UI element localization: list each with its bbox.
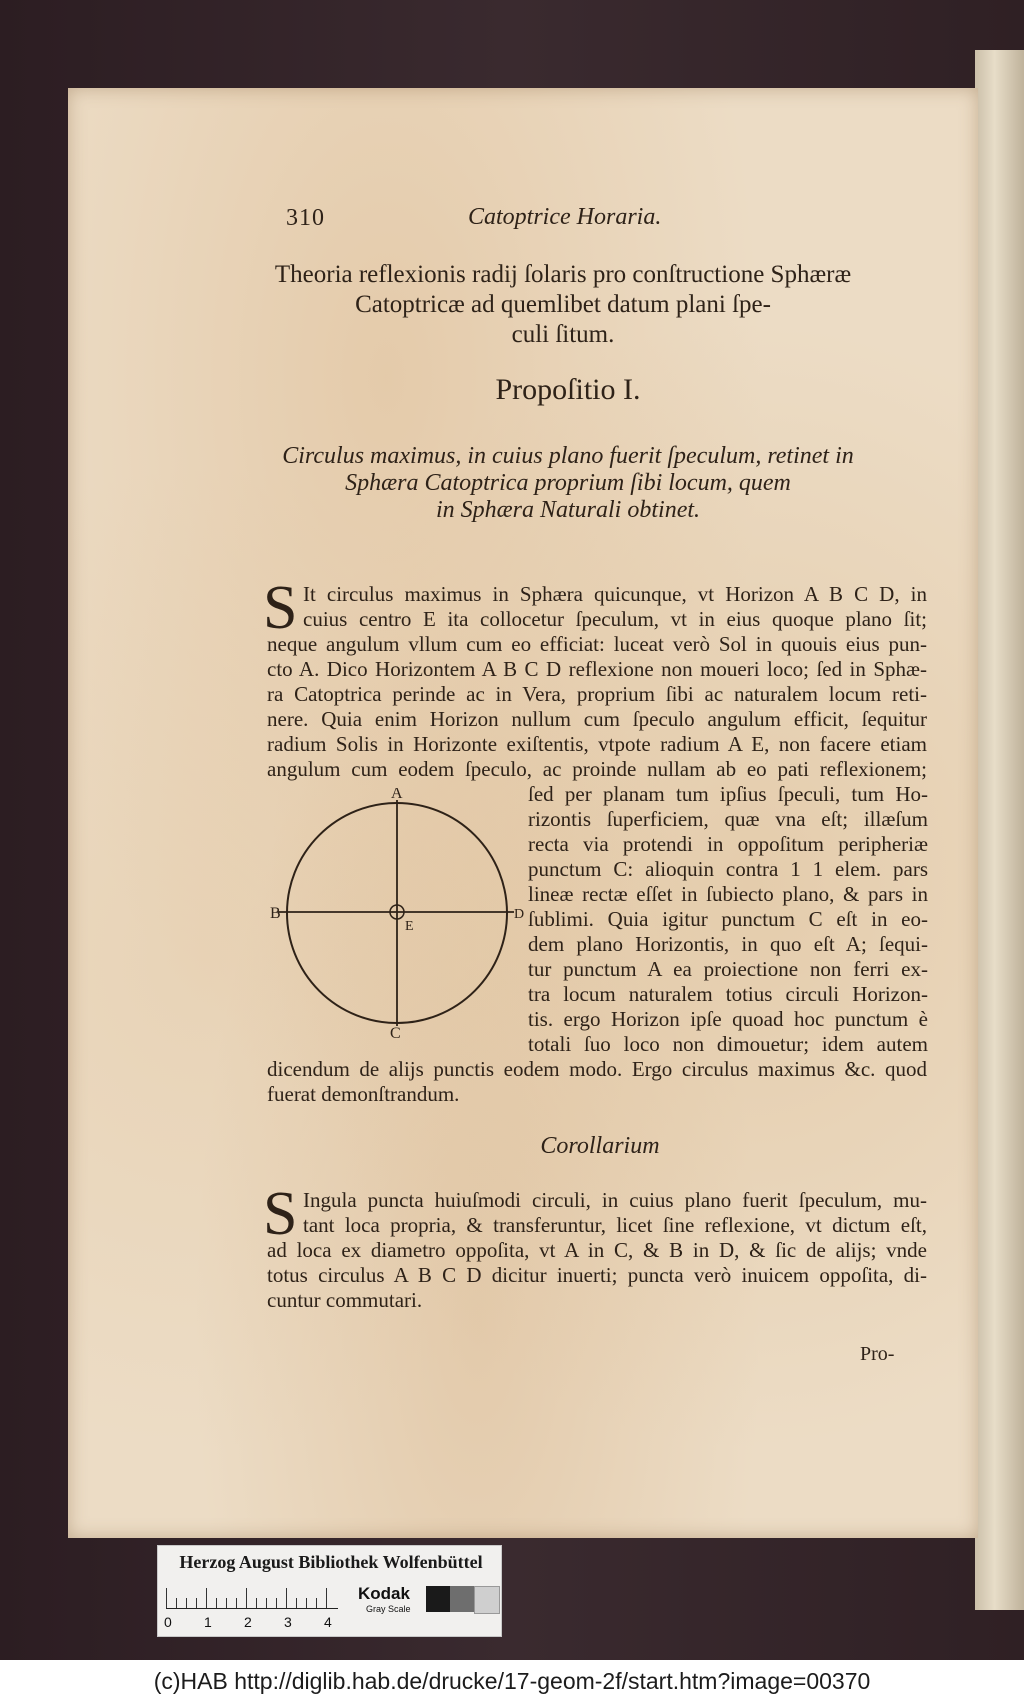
text-line: dicendum de alijs punctis eodem modo. Ergo circulus maximus &c. quod [267,1057,927,1081]
text-line: ſublimi. Quia igitur punctum C eſt in eo- [528,907,928,931]
ruler-number: 0 [164,1614,172,1630]
text-line: tis. ergo Horizon ipſe quoad hoc punctum è [528,1007,928,1031]
text-line: Ingula puncta huiuſmodi circuli, in cuius plano fuerit ſpeculum, mu- [303,1188,927,1212]
ruler-tick [326,1588,327,1608]
kodak-brand: Kodak [358,1584,410,1603]
copyright-footer: (c)HAB http://diglib.hab.de/drucke/17-geom-2f/start.htm?image=00370 [0,1660,1024,1702]
ruler-tick [266,1598,267,1608]
ruler-tick [296,1598,297,1608]
text-line: rizontis ſuperficiem, quæ vna eſt; illæſum [528,807,928,831]
section-title-line: culi ſitum. [511,321,615,348]
ruler-tick [236,1598,237,1608]
text-line: angulum cum eodem ſpeculo, ac proinde nullam ab eo pati reflexionem; [267,757,927,781]
text-line: fuerat demonſtrandum. [267,1082,460,1106]
ruler-tick [176,1598,177,1608]
gray-swatch [474,1586,500,1614]
scale-ruler [166,1586,338,1609]
ruler-number: 4 [324,1614,332,1630]
ruler-number: 1 [204,1614,212,1630]
text-line: recta via protendi in oppoſitum peripheriæ [528,832,928,856]
text-line: cuius centro E ita collocetur ſpeculum, vt in eius quoque plano ſit; [303,607,927,631]
ruler-tick [256,1598,257,1608]
text-line: ra Catoptrica perinde ac in Vera, proprium ſibi ac naturalem locum reti- [267,682,927,706]
enunciation-line: Sphæra Catoptrica proprium ſibi locum, quem [345,470,791,496]
text-line: It circulus maximus in Sphæra quicunque, vt Horizon A B C D, in [303,582,927,606]
ruler-tick [196,1598,197,1608]
horizon-circle-diagram [262,788,524,1038]
text-line: tant loca propria, & transferuntur, licet ſine reflexione, vt dictum eſt, [303,1213,927,1237]
label-e: E [405,919,414,934]
catchword: Pro- [860,1343,895,1365]
text-line: totus circulus A B C D dicitur inuerti; puncta verò inuicem oppoſita, di- [267,1263,927,1287]
ruler-tick [286,1588,287,1608]
text-line: cto A. Dico Horizontem A B C D reflexione non moueri loco; ſed in Sphæ- [267,657,927,681]
text-line: ſed per planam tum ipſius ſpeculi, tum Ho- [528,782,928,806]
text-line: nere. Quia enim Horizon nullum cum ſpeculo angulum efficit, ſequitur [267,707,927,731]
section-title-line: Catoptricæ ad quemlibet datum plani ſpe- [355,291,771,318]
ruler-tick [206,1588,207,1608]
enunciation-line: in Sphæra Naturali obtinet. [435,497,701,523]
next-page-edge [975,50,1024,1610]
text-line: cuntur commutari. [267,1288,423,1312]
gray-scale-label: Gray Scale [366,1604,411,1614]
library-name: Herzog August Bibliothek Wolfenbüttel [179,1552,483,1572]
label-b: B [270,905,281,922]
ruler-tick [166,1588,167,1608]
ruler-tick [216,1598,217,1608]
text-line: neque angulum vllum cum eo efficiat: luceat verò Sol in quouis eius pun- [267,632,927,656]
label-c: C [390,1025,401,1038]
page-number: 310 [286,205,325,231]
text-line: tra locum naturalem totius circuli Horizon- [528,982,928,1006]
enunciation-line: Circulus maximus, in cuius plano fuerit ſpeculum, retinet in [282,443,854,469]
ruler-tick [186,1598,187,1608]
ruler-tick [316,1598,317,1608]
section-title [243,260,883,350]
drop-cap: S [263,1180,298,1248]
gray-swatch [426,1586,450,1612]
text-line: punctum C: alioquin contra 1 1 elem. pars [528,857,928,881]
section-title-line: Theoria reflexionis radij ſolaris pro conſtructione Sphæræ [274,261,852,288]
ruler-tick [276,1598,277,1608]
corollary-title: Corollarium [540,1133,660,1159]
gray-swatch [450,1586,474,1612]
drop-cap: S [263,574,298,642]
label-a: A [391,788,403,802]
proposition-title: Propoſitio I. [495,373,641,406]
library-color-label [157,1545,502,1637]
text-line: totali ſuo loco non dimouetur; idem autem [528,1032,928,1056]
label-d: D [514,907,524,922]
text-line: lineæ rectæ eſſet in ſubiecto plano, & pars in [528,882,928,906]
text-line: radium Solis in Horizonte exiſtentis, vtpote radium A E, non facere etiam [267,732,927,756]
ruler-tick [246,1588,247,1608]
ruler-number: 3 [284,1614,292,1630]
enunciation [238,443,898,524]
ruler-number: 2 [244,1614,252,1630]
running-title: Catoptrice Horaria. [468,204,662,230]
text-line: ad loca ex diametro oppoſita, vt A in C, & B in D, & ſic de alijs; vnde [267,1238,927,1262]
text-line: dem plano Horizontis, in quo eſt A; ſequi- [528,932,928,956]
ruler-tick [306,1598,307,1608]
text-line: tur punctum A ea proiectione non ferri ex- [528,957,928,981]
ruler-tick [226,1598,227,1608]
